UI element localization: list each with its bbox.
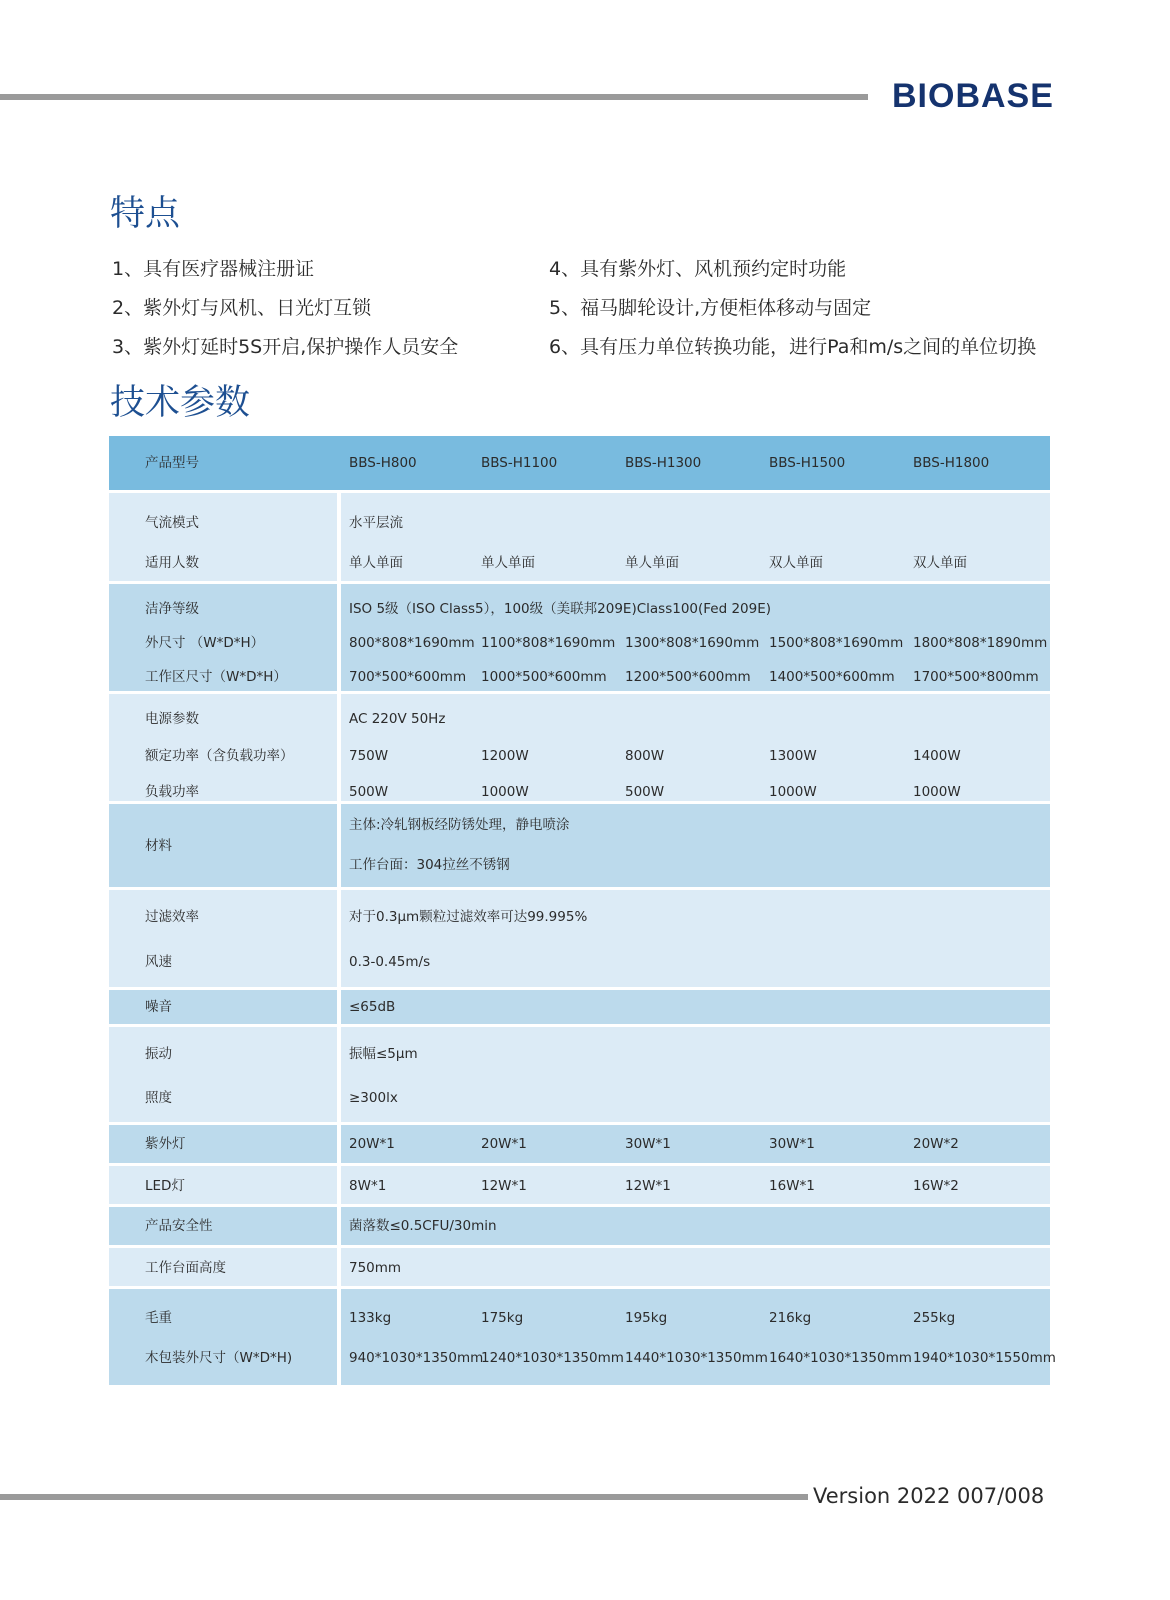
power-supply-value: AC 220V 50Hz <box>349 711 446 727</box>
safety-label: 产品安全性 <box>145 1218 213 1234</box>
noise-value: ≤65dB <box>349 999 396 1015</box>
external-size-5: 1800*808*1890mm <box>913 635 1048 651</box>
package-size-4: 1640*1030*1350mm <box>769 1350 912 1366</box>
table-row-vibration <box>109 1027 1050 1122</box>
table-row-weight <box>109 1289 1056 1385</box>
load-power-label: 负载功率 <box>145 784 199 800</box>
gross-weight-1: 133kg <box>349 1310 392 1326</box>
package-size-label: 木包装外尺寸（W*D*H) <box>145 1350 293 1366</box>
uv-lamp-1: 20W*1 <box>349 1136 395 1152</box>
table-row-material <box>109 804 1050 887</box>
model-1: BBS-H800 <box>349 455 417 471</box>
feature-item-2: 2、紫外灯与风机、日光灯互锁 <box>112 297 372 319</box>
model-2: BBS-H1100 <box>481 455 558 471</box>
feature-item-6: 6、具有压力单位转换功能，进行Pa和m/s之间的单位切换 <box>549 336 1037 358</box>
uv-lamp-3: 30W*1 <box>625 1136 671 1152</box>
table-row-airflow <box>109 493 1050 581</box>
feature-item-1: 1、具有医疗器械注册证 <box>112 258 315 280</box>
model-5: BBS-H1800 <box>913 455 990 471</box>
work-area-label: 工作区尺寸（W*D*H） <box>145 669 287 685</box>
air-velocity-value: 0.3-0.45m/s <box>349 954 431 970</box>
table-row-uv-lamp <box>109 1125 1050 1163</box>
material-label: 材料 <box>145 838 172 854</box>
airflow-label: 气流模式 <box>145 515 199 531</box>
noise-label: 噪音 <box>145 999 172 1015</box>
vibration-label: 振动 <box>145 1046 172 1062</box>
operators-1: 单人单面 <box>349 555 403 571</box>
uv-lamp-2: 20W*1 <box>481 1136 527 1152</box>
operators-3: 单人单面 <box>625 555 679 571</box>
footer-rule <box>0 1494 808 1500</box>
material-body: 主体:冷轧钢板经防锈处理，静电喷涂 <box>349 817 570 833</box>
illumination-value: ≥300lx <box>349 1090 398 1106</box>
led-lamp-2: 12W*1 <box>481 1178 527 1194</box>
package-size-1: 940*1030*1350mm <box>349 1350 484 1366</box>
operators-5: 双人单面 <box>913 555 967 571</box>
external-size-1: 800*808*1690mm <box>349 635 475 651</box>
rated-power-5: 1400W <box>913 748 961 764</box>
external-size-label: 外尺寸 （W*D*H） <box>145 635 265 651</box>
model-3: BBS-H1300 <box>625 455 702 471</box>
table-row-led-lamp <box>109 1166 1050 1204</box>
external-size-2: 1100*808*1690mm <box>481 635 616 651</box>
led-lamp-4: 16W*1 <box>769 1178 815 1194</box>
uv-lamp-4: 30W*1 <box>769 1136 815 1152</box>
led-lamp-label: LED灯 <box>145 1178 185 1194</box>
operators-2: 单人单面 <box>481 555 535 571</box>
led-lamp-1: 8W*1 <box>349 1178 387 1194</box>
table-row-noise <box>109 990 1050 1024</box>
feature-item-4: 4、具有紫外灯、风机预约定时功能 <box>549 258 847 280</box>
led-lamp-5: 16W*2 <box>913 1178 959 1194</box>
model-4: BBS-H1500 <box>769 455 846 471</box>
work-area-3: 1200*500*600mm <box>625 669 751 685</box>
filter-efficiency-label: 过滤效率 <box>145 909 199 925</box>
work-area-5: 1700*500*800mm <box>913 669 1039 685</box>
cleanliness-value: ISO 5级（ISO Class5），100级（美联邦209E)Class100(Fed 209E) <box>349 601 772 617</box>
package-size-5: 1940*1030*1550mm <box>913 1350 1056 1366</box>
material-worktop: 工作台面：304拉丝不锈钢 <box>349 857 510 873</box>
table-row-filter <box>109 890 1050 987</box>
load-power-5: 1000W <box>913 784 961 800</box>
led-lamp-3: 12W*1 <box>625 1178 671 1194</box>
rated-power-4: 1300W <box>769 748 817 764</box>
table-row-dimensions <box>109 584 1050 691</box>
rated-power-2: 1200W <box>481 748 529 764</box>
safety-value: 菌落数≤0.5CFU/30min <box>349 1218 497 1234</box>
power-supply-label: 电源参数 <box>145 711 199 727</box>
work-area-2: 1000*500*600mm <box>481 669 607 685</box>
model-label: 产品型号 <box>145 455 199 471</box>
work-height-value: 750mm <box>349 1260 402 1276</box>
uv-lamp-label: 紫外灯 <box>145 1136 186 1152</box>
cleanliness-label: 洁净等级 <box>145 601 199 617</box>
illumination-label: 照度 <box>145 1090 172 1106</box>
load-power-3: 500W <box>625 784 665 800</box>
operators-label: 适用人数 <box>145 555 199 571</box>
gross-weight-2: 175kg <box>481 1310 524 1326</box>
rated-power-label: 额定功率（含负载功率） <box>145 748 294 764</box>
table-row-power <box>109 694 1050 801</box>
version-label: Version 2022 007/008 <box>813 1484 1045 1508</box>
gross-weight-4: 216kg <box>769 1310 812 1326</box>
table-header-row <box>109 436 1050 490</box>
external-size-4: 1500*808*1690mm <box>769 635 904 651</box>
rated-power-3: 800W <box>625 748 665 764</box>
package-size-2: 1240*1030*1350mm <box>481 1350 624 1366</box>
load-power-1: 500W <box>349 784 389 800</box>
work-height-label: 工作台面高度 <box>145 1260 226 1276</box>
external-size-3: 1300*808*1690mm <box>625 635 760 651</box>
work-area-4: 1400*500*600mm <box>769 669 895 685</box>
specs-title: 技术参数 <box>110 383 251 423</box>
package-size-3: 1440*1030*1350mm <box>625 1350 768 1366</box>
filter-efficiency-value: 对于0.3μm颗粒过滤效率可达99.995% <box>349 909 588 925</box>
gross-weight-label: 毛重 <box>145 1310 172 1326</box>
rated-power-1: 750W <box>349 748 389 764</box>
air-velocity-label: 风速 <box>145 954 172 970</box>
vibration-value: 振幅≤5μm <box>349 1046 418 1062</box>
airflow-value: 水平层流 <box>349 515 403 531</box>
gross-weight-3: 195kg <box>625 1310 668 1326</box>
table-row-safety <box>109 1207 1050 1245</box>
feature-item-5: 5、福马脚轮设计,方便柜体移动与固定 <box>549 297 872 319</box>
work-area-1: 700*500*600mm <box>349 669 467 685</box>
features-title: 特点 <box>110 194 181 234</box>
load-power-4: 1000W <box>769 784 817 800</box>
header-rule <box>0 94 868 100</box>
load-power-2: 1000W <box>481 784 529 800</box>
biobase-logo: BIOBASE <box>892 77 1054 115</box>
table-row-work-height <box>109 1248 1050 1286</box>
feature-item-3: 3、紫外灯延时5S开启,保护操作人员安全 <box>112 336 459 358</box>
operators-4: 双人单面 <box>769 555 823 571</box>
uv-lamp-5: 20W*2 <box>913 1136 959 1152</box>
gross-weight-5: 255kg <box>913 1310 956 1326</box>
